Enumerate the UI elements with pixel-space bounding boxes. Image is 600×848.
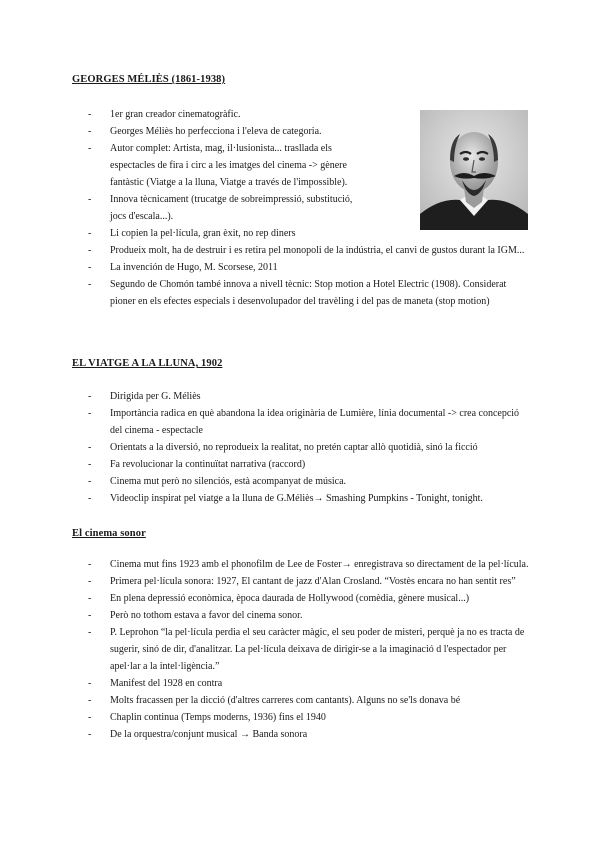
list-item: - Li copien la pel·lícula, gran èxit, no rep diners (72, 225, 368, 242)
list-item: - Orientats a la diversió, no reprodueix la realitat, no pretén captar allò quotidià, sinó la ficció (72, 439, 532, 456)
list-item: - 1er gran creador cinematogràfic. (72, 106, 368, 123)
list-item: - De la orquestra/conjunt musical → Banda sonora (72, 726, 532, 743)
list-item: - Però no tothom estava a favor del cinema sonor. (72, 607, 532, 624)
list-item: - Georges Méliès ho perfecciona i l'eleva de categoria. (72, 123, 368, 140)
list-item: - Videoclip inspirat pel viatge a la lluna de G.Méliès→ Smashing Pumpkins - Tonight, tonight. (72, 490, 532, 507)
section-title-melies: GEORGES MÉLIÈS (1861-1938) (72, 74, 226, 85)
list-item: - Produeix molt, ha de destruir i es retira pel monopoli de la indústria, el canvi de gustos durant la IGM... (72, 242, 532, 259)
portrait-illustration (420, 110, 528, 230)
list-item: - Fa revolucionar la continuïtat narrativa (raccord) (72, 456, 532, 473)
list-item: - Molts fracassen per la dicció (d'altres carreres com cantants). Alguns no se'ls donava bé (72, 692, 532, 709)
list-item: - Manifest del 1928 en contra (72, 675, 532, 692)
list-item: - Primera pel·lícula sonora: 1927, El cantant de jazz d'Alan Crosland. “Vostès encara no han sentit res” (72, 573, 532, 590)
list-item: - Segundo de Chomón també innova a nivell tècnic: Stop motion a Hotel Electric (1908). Considerat pioner en els efectes especials i desenvolupador del travèling i del pas de maneta (stop motion) (72, 276, 532, 310)
list-item: - Autor complet: Artista, mag, il·lusionista... trasllada els espectacles de fira i circ a les imatges del cinema -> gènere fantàstic (Viatge a la lluna, Viatge a través de l'impossible). (72, 140, 368, 191)
viatge-lluna-bullet-list (72, 388, 532, 507)
list-item: - Dirigida per G. Méliès (72, 388, 532, 405)
list-item: - Importància radica en què abandona la idea originària de Lumière, línia documental -> crea concepció del cinema - espectacle (72, 405, 532, 439)
list-item: - Innova tècnicament (trucatge de sobreimpressió, substitució, jocs d'escala...). (72, 191, 368, 225)
list-item: - Cinema mut fins 1923 amb el phonofilm de Lee de Foster→ enregistrava so directament de la pel·lícula. (72, 556, 532, 573)
list-item: - Cinema mut però no silenciós, està acompanyat de música. (72, 473, 532, 490)
list-item: - P. Leprohon “la pel·lícula perdia el seu caràcter màgic, el seu poder de misteri, perquè ja no es tracta de sugerir, sinó de dir, d'analitzar. La pel·lícula deixava de dirigir-se a la imaginació d l'espectador per apel·lar a la intel·ligència.” (72, 624, 532, 675)
portrait-photo (420, 110, 528, 230)
cinema-sonor-bullet-list (72, 556, 532, 743)
list-item: - Chaplin continua (Temps moderns, 1936) fins el 1940 (72, 709, 532, 726)
list-item: - La invención de Hugo, M. Scorsese, 2011 (72, 259, 532, 276)
section-title-viatge-lluna: EL VIATGE A LA LLUNA, 1902 (72, 358, 223, 369)
section-title-cinema-sonor: El cinema sonor (72, 528, 146, 539)
list-item: - En plena depressió econòmica, època daurada de Hollywood (comèdia, gènere musical...) (72, 590, 532, 607)
